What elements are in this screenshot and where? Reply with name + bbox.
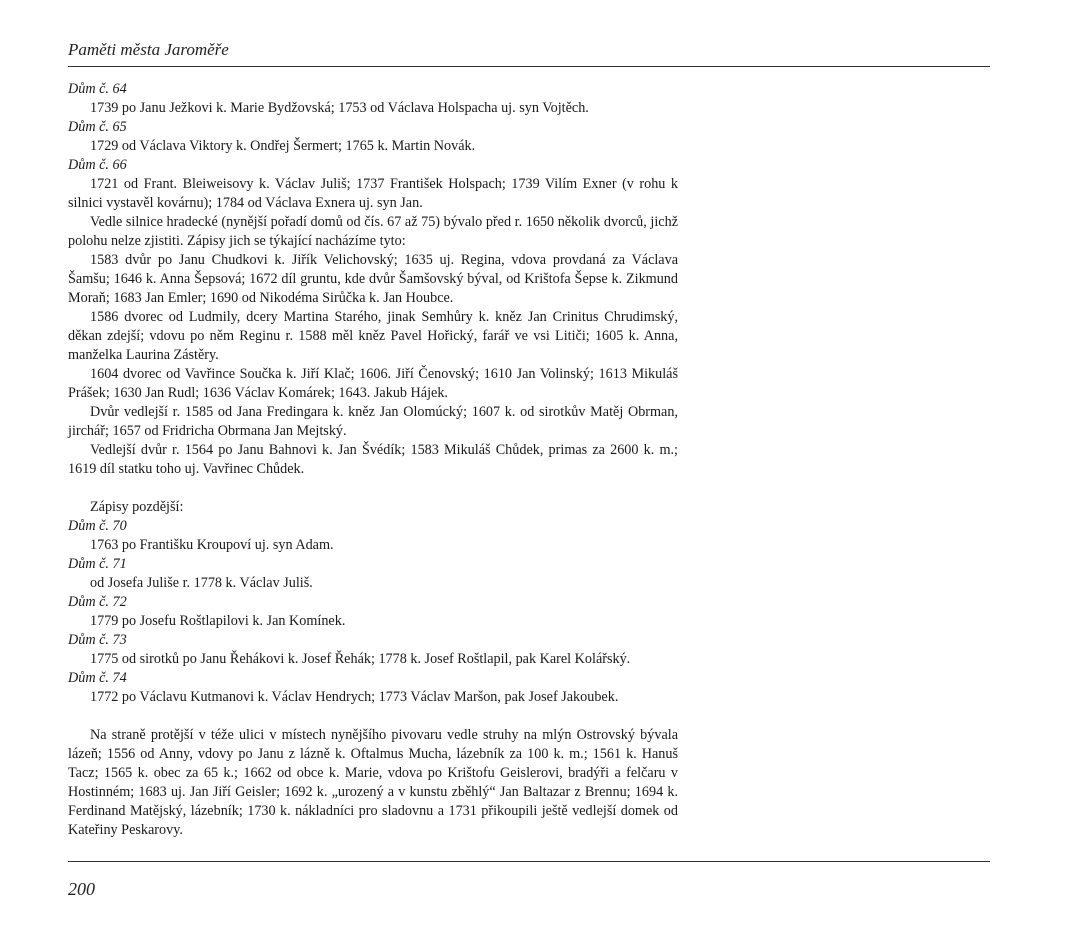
footer-rule <box>68 861 990 862</box>
paragraph: 1763 po Františku Kroupoví uj. syn Adam. <box>90 537 334 553</box>
house-heading: Dům č. 71 <box>68 556 127 572</box>
paragraph: 1729 od Václava Viktory k. Ondřej Šermert; 1765 k. Martin Novák. <box>90 138 476 154</box>
paragraph: 1739 po Janu Ježkovi k. Marie Bydžovská; 1753 od Václava Holspacha uj. syn Vojtěch. <box>90 100 589 116</box>
paragraph: 1604 dvorec od Vavřince Součka k. Jiří Klač; 1606. Jiří Čenovský; 1610 Jan Volinský; 1613 Mikuláš Prášek; 1630 Jan Rudl; 1636 Václav Komárek; 1643. Jakub Hájek. <box>68 366 678 401</box>
header-rule <box>68 66 990 67</box>
house-heading: Dům č. 66 <box>68 157 127 173</box>
house-heading: Dům č. 70 <box>68 518 127 534</box>
paragraph: 1772 po Václavu Kutmanovi k. Václav Hendrych; 1773 Václav Maršon, pak Josef Jakoubek. <box>90 689 619 705</box>
paragraph: Vedlejší dvůr r. 1564 po Janu Bahnovi k. Jan Švédík; 1583 Mikuláš Chůdek, primas za 2600 k. m.; 1619 díl statku toho uj. Vavřinec Chůdek. <box>68 442 678 477</box>
running-head: Paměti města Jaroměře <box>68 40 229 59</box>
page-number: 200 <box>68 879 95 899</box>
house-heading: Dům č. 74 <box>68 670 127 686</box>
paragraph-gap <box>68 707 678 726</box>
paragraph: Na straně protější v téže ulici v místech nynějšího pivovaru vedle struhy na mlýn Ostrovský bývala lázeň; 1556 od Anny, vdovy po Janu z lázně k. Oftalmus Mucha, lázebník za 100 k. m.; 1561 k. Hanuš Tacz; 1565 k. obec za 65 k.; 1662 od obce k. Marie, vdova po Krištofu Geislerovi, bradýři a felčaru v Hostinném; 1683 uj. Jan Jiří Geisler; 1692 k. „urozený a v kunstu zběhlý“ Jan Baltazar z Brennu; 1694 k. Ferdinand Matějský, lázebník; 1730 k. nákladníci pro sladovnu a 1731 přikoupili ještě vedlejší domek od Kateřiny Peskarovy. <box>68 727 678 838</box>
house-heading: Dům č. 65 <box>68 119 127 135</box>
house-heading: Dům č. 73 <box>68 632 127 648</box>
paragraph: 1586 dvorec od Ludmily, dcery Martina Starého, jinak Semhůry k. kněz Jan Crinitus Chrudimský, děkan zdejší; vdovu po něm Reginu r. 1588 měl kněz Pavel Hořický, farář ve vsi Litiči; 1605 k. Anna, manželka Laurina Zástěry. <box>68 309 678 363</box>
paragraph-gap <box>68 479 678 498</box>
paragraph: Vedle silnice hradecké (nynější pořadí domů od čís. 67 až 75) bývalo před r. 1650 několik dvorců, jichž polohu nelze zjistiti. Zápisy jich se týkající nacházíme tyto: <box>68 214 678 249</box>
page-body <box>68 80 678 840</box>
house-heading: Dům č. 64 <box>68 81 127 97</box>
paragraph: 1583 dvůr po Janu Chudkovi k. Jiřík Velichovský; 1635 uj. Regina, vdova provdaná za Václava Šamšu; 1646 k. Anna Šepsová; 1672 díl gruntu, kde dvůr Šamšovský býval, od Krištofa Šepse k. Zikmund Moraň; 1683 Jan Emler; 1690 od Nikodéma Sirůčka k. Jan Houbce. <box>68 252 678 306</box>
paragraph: Zápisy pozdější: <box>90 499 184 515</box>
paragraph: 1775 od sirotků po Janu Řehákovi k. Josef Řehák; 1778 k. Josef Roštlapil, pak Karel Kolářský. <box>90 651 631 667</box>
paragraph: od Josefa Juliše r. 1778 k. Václav Juliš. <box>90 575 313 591</box>
paragraph: 1721 od Frant. Bleiweisovy k. Václav Juliš; 1737 František Holspach; 1739 Vilím Exner (v rohu k silnici vystavěl kovárnu); 1784 od Václava Exnera uj. syn Jan. <box>68 176 678 211</box>
paragraph: Dvůr vedlejší r. 1585 od Jana Fredingara k. kněz Jan Olomúcký; 1607 k. od sirotkův Matěj Obrman, jirchář; 1657 od Fridricha Obrmana Jan Mejtský. <box>68 404 678 439</box>
house-heading: Dům č. 72 <box>68 594 127 610</box>
paragraph: 1779 po Josefu Roštlapilovi k. Jan Komínek. <box>90 613 346 629</box>
